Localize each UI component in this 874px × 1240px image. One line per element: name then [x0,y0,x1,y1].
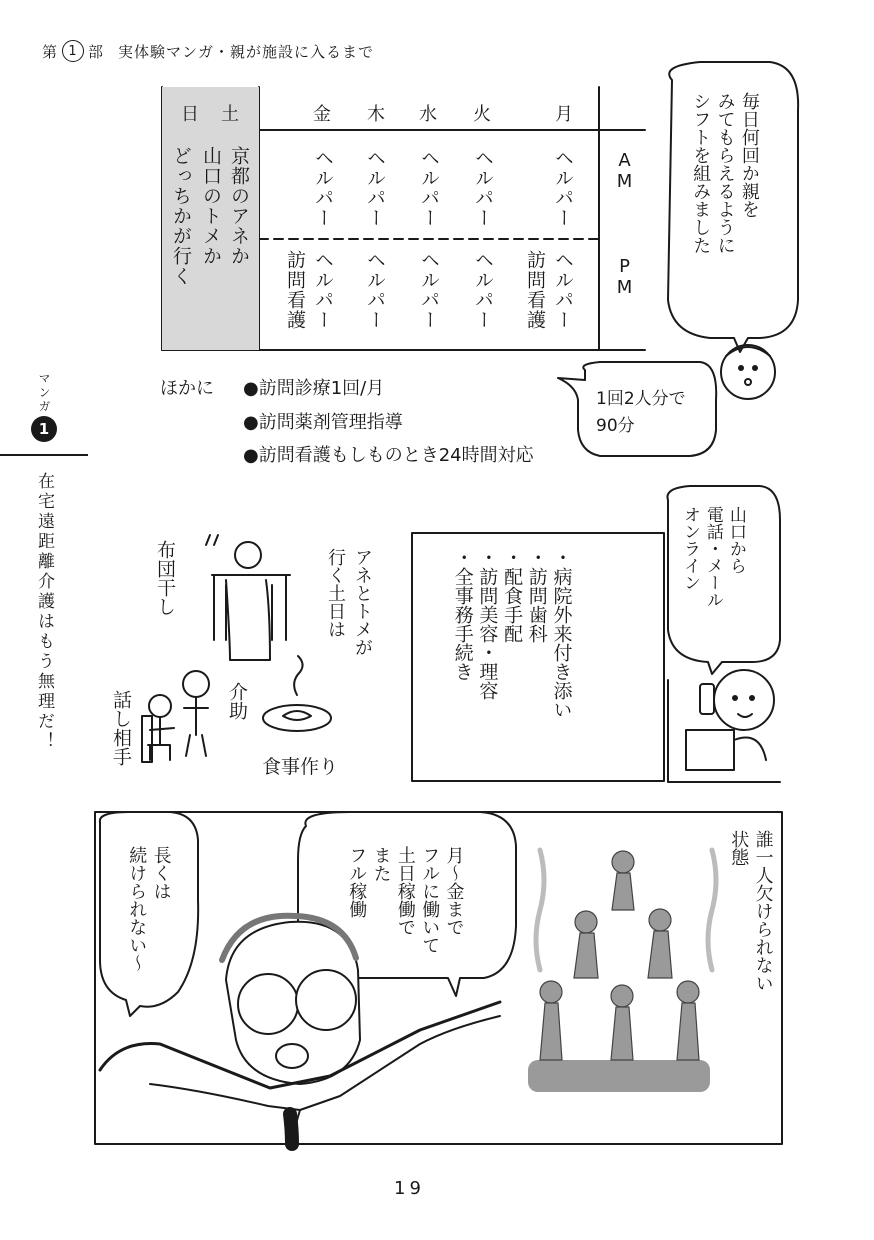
pm-fri-helper: ヘルパー [312,250,334,330]
pm-tue: ヘルパー [472,250,494,330]
weekend-line-3: どっちかが行く [170,146,192,286]
page-number: 19 [394,1178,425,1199]
day-tue: 火 [473,104,491,125]
others-label: ほかに [160,378,214,399]
am-thu: ヘルパー [364,148,386,228]
day-thu: 木 [367,104,385,125]
weekend-caption: アネとトメが 行く土日は [325,548,373,656]
pm-mon-helper: ヘルパー [552,250,574,330]
am-mon: ヘルパー [552,148,574,228]
weekend-line-2: 山口のトメか [200,146,222,266]
label-kaijo: 介助 [226,682,248,720]
am-tue: ヘルパー [472,148,494,228]
part-suffix: 部 [88,42,105,61]
phone-person-sketch [664,670,780,782]
service-item: ・訪問美容・理容 [476,548,499,700]
others-item-3: ●訪問看護もしものとき24時間対応 [243,445,534,466]
center-bubble-text: 月〜金まで フルに働いて 土日稼働で また フル稼働 [346,846,465,954]
meal-sketch [263,656,331,731]
services-list [450,548,573,772]
label-shokuji: 食事作り [262,756,339,778]
day-sun: 日 [181,104,199,125]
others-item-2: ●訪問薬剤管理指導 [243,412,403,433]
weekend-line-1: 京都のアネか [228,146,250,266]
side-tab-number: 1 [31,416,57,442]
human-pyramid-illustration [528,850,716,1092]
pyramid-caption: 誰一人欠けられない 状態 [728,830,774,992]
pm-mon-nurse: 訪問看護 [524,250,546,330]
pm-fri-nurse: 訪問看護 [284,250,306,330]
pm-thu: ヘルパー [364,250,386,330]
day-sat: 土 [221,104,239,125]
chapter-title: 在宅遠距離介護はもう無理だ！ [34,472,54,752]
yamaguchi-bubble-text: 山口から 電話・メール オンライン [679,506,746,608]
side-tab-label: マンガ [37,372,51,414]
service-item: ・病院外来付き添い [550,548,573,719]
shift-bubble-text: 毎日何回か親を みてもらえるように シフトを組みました [690,92,760,254]
am-label: AM [614,150,635,192]
service-item: ・全事務手続き [451,548,474,681]
day-wed: 水 [419,104,437,125]
part-number: 1 [62,40,84,62]
service-item: ・訪問歯科 [525,548,548,643]
header-title: 実体験マンガ・親が施設に入るまで [118,42,375,61]
day-mon: 月 [555,104,573,125]
left-bubble-text: 長くは 続けられない〜 [126,846,172,972]
pm-label: PM [614,256,635,298]
part-prefix: 第 [42,42,59,61]
narrator-face [721,345,775,399]
day-fri: 金 [313,104,331,125]
others-item-1: ●訪問診療1回/月 [243,378,385,399]
label-futon: 布団干し [154,540,176,616]
visit-bubble-text: 1回2人分で 90分 [596,389,686,437]
futon-sketch [206,535,290,660]
service-item: ・配食手配 [501,548,524,643]
am-fri: ヘルパー [312,148,334,228]
label-hanashi: 話し相手 [110,690,132,766]
care-sketch [142,671,209,762]
pm-wed: ヘルパー [418,250,440,330]
am-wed: ヘルパー [418,148,440,228]
